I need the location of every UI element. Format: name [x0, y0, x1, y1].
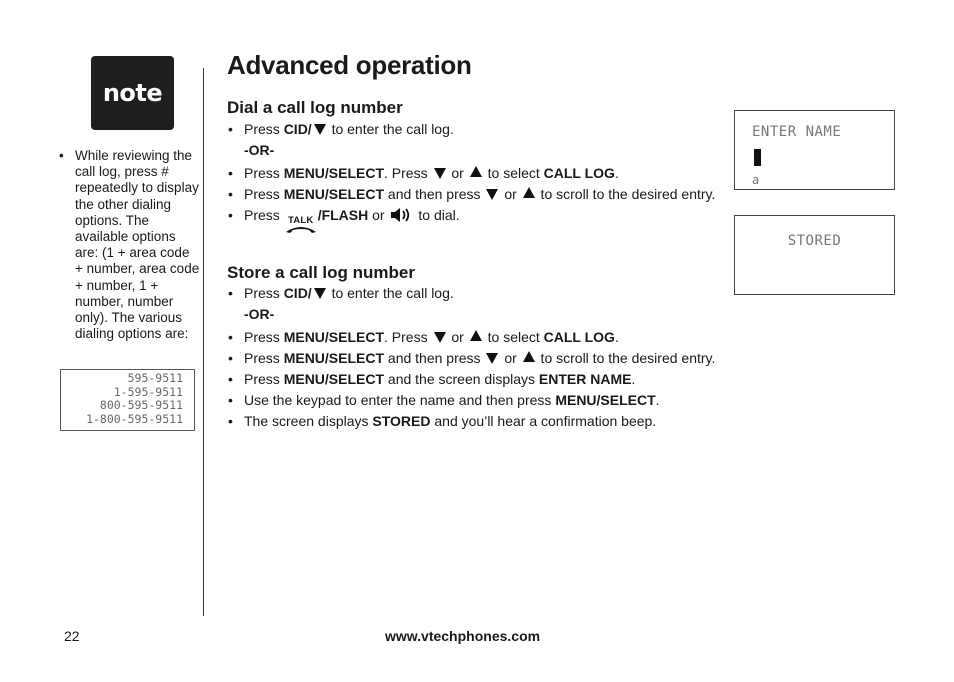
- lcd-screen-enter-name: [734, 110, 895, 190]
- down-arrow-icon: [434, 168, 446, 179]
- bullet: •: [228, 413, 233, 429]
- lcd-line: ENTER NAME: [752, 124, 842, 140]
- list-item: • Press MENU/SELECT and then press or to scroll to the desired entry.: [228, 350, 716, 366]
- bullet: •: [228, 121, 233, 137]
- dial-option: 1-800-595-9511: [86, 411, 183, 426]
- up-arrow-icon: [523, 187, 535, 198]
- bullet: •: [228, 329, 233, 345]
- note-paragraph: While reviewing the call log, press # repeatedly to display the other dialing options. The available options are: (1 + area code + number, area code + number, 1 + number, number only). The various dialing options are:: [75, 148, 200, 342]
- bullet: •: [228, 207, 233, 223]
- dial-option: 595-9511: [127, 371, 183, 385]
- note-bullet: •: [59, 148, 64, 163]
- section-heading-dial: Dial a call log number: [227, 98, 403, 117]
- down-arrow-icon: [314, 288, 326, 299]
- lcd-screen-stored: [734, 215, 895, 295]
- down-arrow-icon: [486, 353, 498, 364]
- up-arrow-icon: [523, 351, 535, 362]
- page-title: Advanced operation: [227, 50, 472, 80]
- note-text: [59, 148, 201, 342]
- bullet: •: [228, 165, 233, 181]
- footer-url: www.vtechphones.com: [385, 628, 541, 644]
- lcd-line: a: [752, 173, 760, 187]
- list-item: • Press CID/ to enter the call log.: [228, 121, 454, 137]
- list-item: • Press MENU/SELECT and then press or to scroll to the desired entry.: [228, 186, 716, 202]
- list-item: • Press TALK /FLASH or to dial.: [228, 206, 728, 234]
- dial-steps-list: [228, 120, 728, 236]
- bullet: •: [228, 371, 233, 387]
- dial-option: 800-595-9511: [99, 398, 183, 412]
- speaker-icon: [390, 207, 412, 223]
- store-steps-list: [228, 284, 728, 433]
- list-item: • Press CID/ to enter the call log.: [228, 285, 454, 301]
- lcd-line: STORED: [787, 233, 842, 249]
- down-arrow-icon: [314, 124, 326, 135]
- page-number: 22: [64, 628, 80, 644]
- or-separator: -OR-: [244, 142, 275, 158]
- dial-option: 1-595-9511: [113, 384, 183, 399]
- lcd-cursor: [754, 149, 761, 166]
- list-item: • The screen displays STORED and you’ll hear a confirmation beep.: [228, 413, 657, 429]
- bullet: •: [228, 186, 233, 202]
- bullet: •: [228, 285, 233, 301]
- list-item: • Press MENU/SELECT. Press or to select CALL LOG.: [228, 165, 619, 181]
- down-arrow-icon: [434, 332, 446, 343]
- or-separator: -OR-: [244, 306, 275, 322]
- up-arrow-icon: [470, 330, 482, 341]
- bullet: •: [228, 392, 233, 408]
- column-divider: [203, 68, 204, 616]
- section-heading-store: Store a call log number: [227, 263, 415, 282]
- up-arrow-icon: [470, 166, 482, 177]
- dial-options-box: [60, 369, 195, 431]
- bullet: •: [228, 350, 233, 366]
- talk-phone-icon: TALK: [285, 216, 317, 234]
- note-badge: note: [91, 56, 174, 130]
- list-item: • Use the keypad to enter the name and then press MENU/SELECT.: [228, 392, 660, 408]
- down-arrow-icon: [486, 189, 498, 200]
- list-item: • Press MENU/SELECT and the screen displays ENTER NAME.: [228, 371, 636, 387]
- list-item: • Press MENU/SELECT. Press or to select CALL LOG.: [228, 329, 619, 345]
